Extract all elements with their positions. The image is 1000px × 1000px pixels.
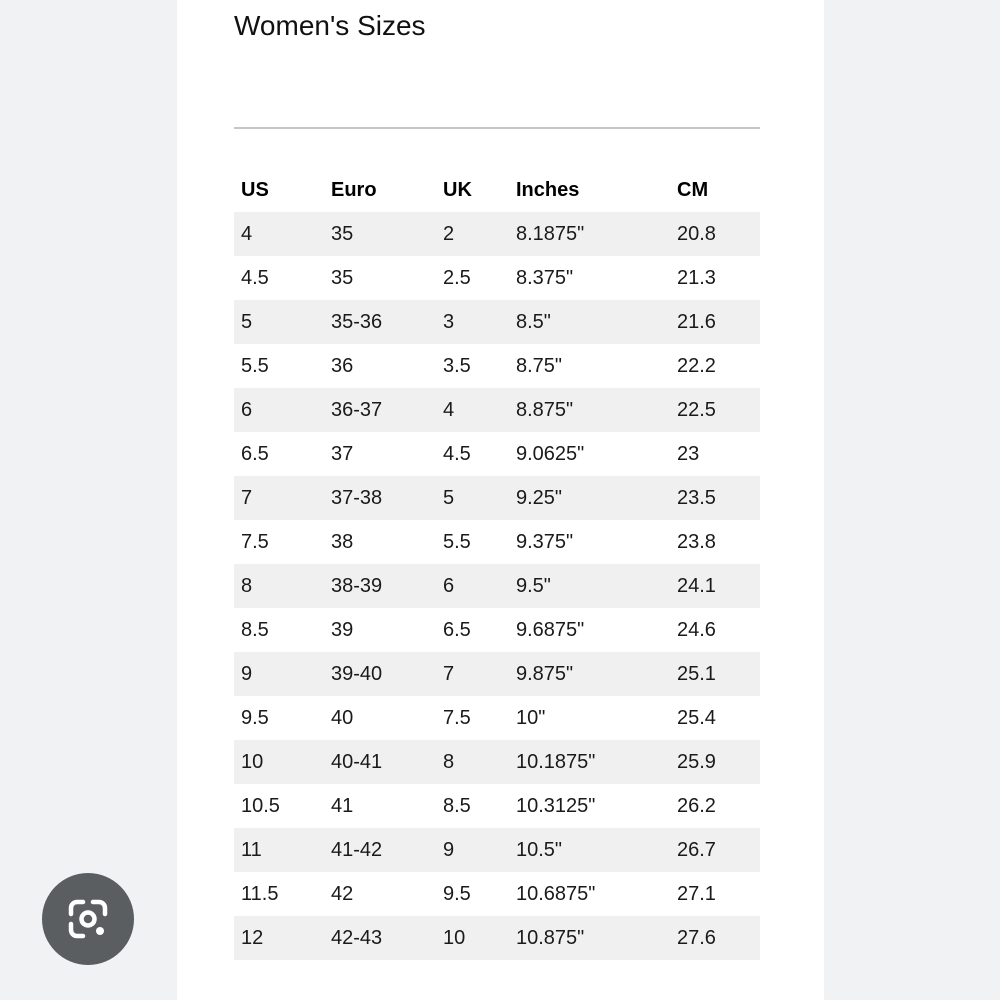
table-row xyxy=(234,564,760,608)
cell-inches: 8.1875" xyxy=(509,212,670,256)
cell-inches: 8.75" xyxy=(509,344,670,388)
cell-euro: 39-40 xyxy=(324,652,436,696)
table-row xyxy=(234,388,760,432)
cell-euro: 42-43 xyxy=(324,916,436,960)
cell-uk: 8.5 xyxy=(436,784,509,828)
cell-inches: 8.5" xyxy=(509,300,670,344)
cell-us: 6 xyxy=(234,388,324,432)
table-row xyxy=(234,344,760,388)
cell-euro: 42 xyxy=(324,872,436,916)
cell-uk: 10 xyxy=(436,916,509,960)
cell-inches: 9.5" xyxy=(509,564,670,608)
table-row xyxy=(234,476,760,520)
cell-inches: 8.875" xyxy=(509,388,670,432)
table-row xyxy=(234,212,760,256)
table-header-row xyxy=(234,168,760,212)
cell-cm: 27.6 xyxy=(670,916,760,960)
cell-uk: 6.5 xyxy=(436,608,509,652)
cell-cm: 22.2 xyxy=(670,344,760,388)
cell-euro: 41-42 xyxy=(324,828,436,872)
cell-inches: 10.3125" xyxy=(509,784,670,828)
cell-inches: 9.6875" xyxy=(509,608,670,652)
header-us: US xyxy=(241,178,269,201)
cell-inches: 9.875" xyxy=(509,652,670,696)
table-row xyxy=(234,784,760,828)
cell-euro: 35 xyxy=(324,256,436,300)
cell-euro: 37 xyxy=(324,432,436,476)
cell-cm: 27.1 xyxy=(670,872,760,916)
table-row xyxy=(234,696,760,740)
cell-euro: 36-37 xyxy=(324,388,436,432)
cell-us: 9 xyxy=(234,652,324,696)
cell-us: 9.5 xyxy=(234,696,324,740)
table-row xyxy=(234,872,760,916)
header-uk: UK xyxy=(443,178,472,201)
table-row xyxy=(234,608,760,652)
cell-us: 5.5 xyxy=(234,344,324,388)
cell-us: 7.5 xyxy=(234,520,324,564)
cell-inches: 10.875" xyxy=(509,916,670,960)
table-row xyxy=(234,652,760,696)
page-title: Women's Sizes xyxy=(234,10,426,41)
cell-us: 10.5 xyxy=(234,784,324,828)
cell-euro: 39 xyxy=(324,608,436,652)
cell-us: 10 xyxy=(234,740,324,784)
cell-us: 8 xyxy=(234,564,324,608)
cell-inches: 10.6875" xyxy=(509,872,670,916)
header-inches: Inches xyxy=(516,178,580,201)
cell-uk: 8 xyxy=(436,740,509,784)
cell-uk: 4.5 xyxy=(436,432,509,476)
cell-inches: 9.25" xyxy=(509,476,670,520)
cell-inches: 10.1875" xyxy=(509,740,670,784)
cell-uk: 9 xyxy=(436,828,509,872)
cell-us: 12 xyxy=(234,916,324,960)
cell-cm: 23.8 xyxy=(670,520,760,564)
cell-inches: 8.375" xyxy=(509,256,670,300)
cell-uk: 2 xyxy=(436,212,509,256)
cell-uk: 7 xyxy=(436,652,509,696)
table-row xyxy=(234,300,760,344)
size-chart-page xyxy=(177,0,824,1000)
divider xyxy=(234,127,760,129)
cell-uk: 3.5 xyxy=(436,344,509,388)
cell-euro: 38-39 xyxy=(324,564,436,608)
header-euro: Euro xyxy=(331,178,377,201)
cell-uk: 6 xyxy=(436,564,509,608)
cell-uk: 2.5 xyxy=(436,256,509,300)
cell-euro: 36 xyxy=(324,344,436,388)
cell-us: 4 xyxy=(234,212,324,256)
cell-uk: 3 xyxy=(436,300,509,344)
table-row xyxy=(234,432,760,476)
cell-cm: 24.6 xyxy=(670,608,760,652)
cell-cm: 25.4 xyxy=(670,696,760,740)
cell-inches: 10.5" xyxy=(509,828,670,872)
cell-cm: 23 xyxy=(670,432,760,476)
cell-euro: 35 xyxy=(324,212,436,256)
table-row xyxy=(234,256,760,300)
cell-uk: 7.5 xyxy=(436,696,509,740)
table-row xyxy=(234,828,760,872)
size-table xyxy=(234,168,760,960)
header-cm: CM xyxy=(677,178,709,201)
cell-cm: 21.6 xyxy=(670,300,760,344)
cell-inches: 9.0625" xyxy=(509,432,670,476)
cell-uk: 9.5 xyxy=(436,872,509,916)
cell-euro: 38 xyxy=(324,520,436,564)
cell-cm: 24.1 xyxy=(670,564,760,608)
cell-cm: 23.5 xyxy=(670,476,760,520)
cell-cm: 22.5 xyxy=(670,388,760,432)
table-row xyxy=(234,916,760,960)
table-row xyxy=(234,520,760,564)
cell-uk: 4 xyxy=(436,388,509,432)
cell-cm: 25.9 xyxy=(670,740,760,784)
cell-inches: 9.375" xyxy=(509,520,670,564)
cell-cm: 25.1 xyxy=(670,652,760,696)
cell-cm: 21.3 xyxy=(670,256,760,300)
cell-euro: 40-41 xyxy=(324,740,436,784)
cell-us: 11 xyxy=(234,828,324,872)
cell-cm: 26.7 xyxy=(670,828,760,872)
cell-cm: 20.8 xyxy=(670,212,760,256)
lens-icon xyxy=(63,894,113,944)
cell-euro: 40 xyxy=(324,696,436,740)
cell-euro: 41 xyxy=(324,784,436,828)
cell-uk: 5 xyxy=(436,476,509,520)
cell-cm: 26.2 xyxy=(670,784,760,828)
cell-us: 4.5 xyxy=(234,256,324,300)
cell-euro: 35-36 xyxy=(324,300,436,344)
cell-euro: 37-38 xyxy=(324,476,436,520)
cell-uk: 5.5 xyxy=(436,520,509,564)
google-lens-button[interactable] xyxy=(42,873,134,965)
cell-us: 8.5 xyxy=(234,608,324,652)
cell-inches: 10" xyxy=(509,696,670,740)
table-row xyxy=(234,740,760,784)
cell-us: 7 xyxy=(234,476,324,520)
cell-us: 6.5 xyxy=(234,432,324,476)
cell-us: 11.5 xyxy=(234,872,324,916)
cell-us: 5 xyxy=(234,300,324,344)
